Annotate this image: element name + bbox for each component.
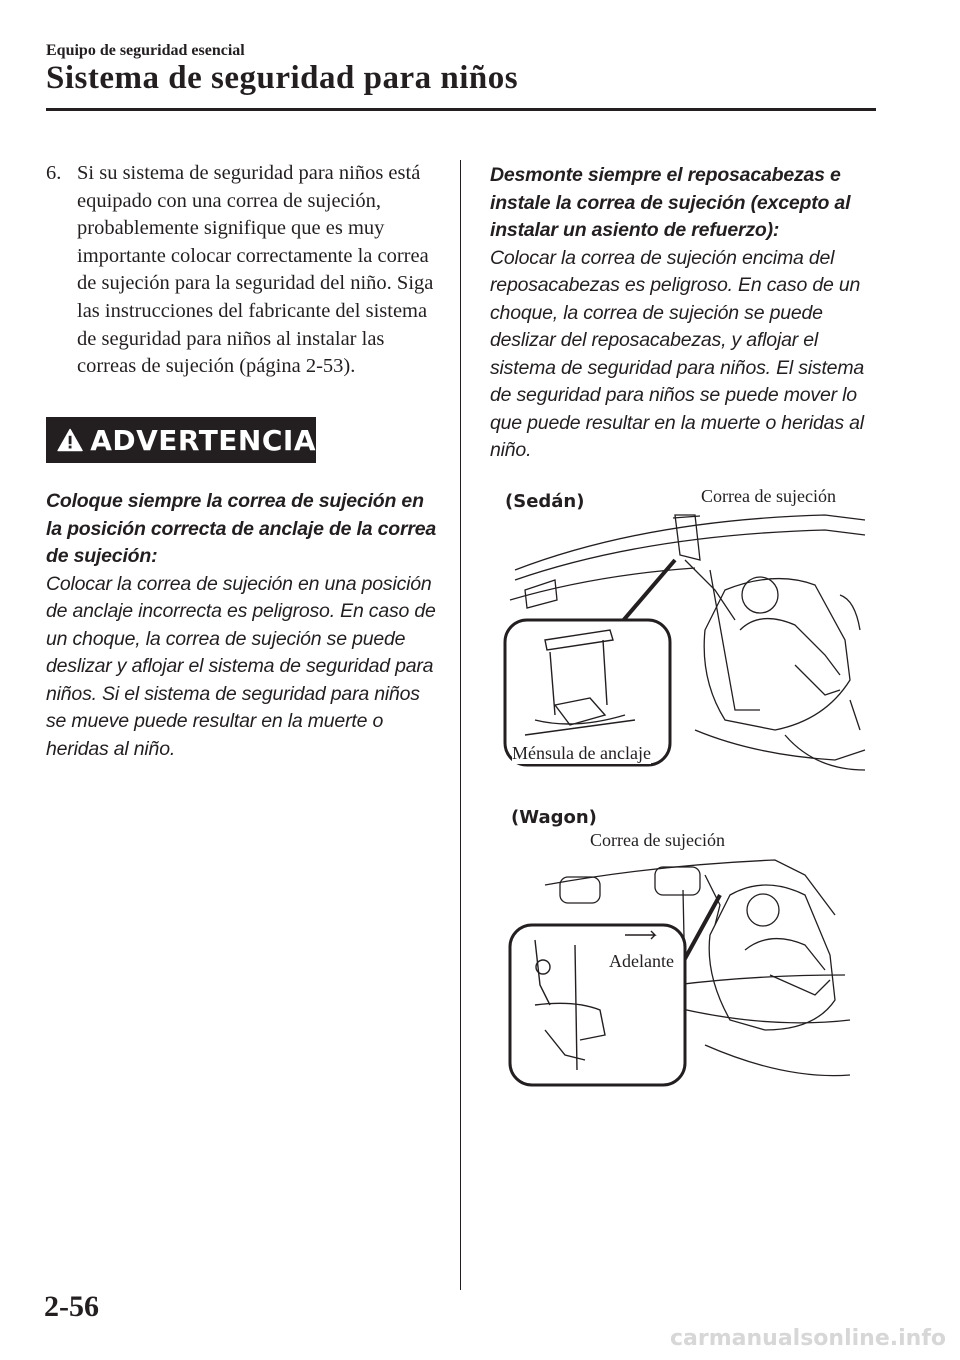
- sedan-illustration: [495, 480, 875, 775]
- warning-text: Colocar la correa de sujeción en una posición de anclaje incorrecta es peligroso. En caso de un choque, la correa de sujeción se puede deslizar y aflojar el sistema de seguridad para niños. Si el sistema de seguridad para niños se mueve puede resultar en la muerte o heridas al niño.: [46, 572, 436, 760]
- page-number: 2-56: [44, 1290, 99, 1323]
- warning-banner: [46, 417, 316, 463]
- wagon-callout-strap: Correa de sujeción: [590, 830, 725, 850]
- sedan-label: (Sedán): [505, 491, 585, 512]
- sedan-callout-strap: Correa de sujeción: [701, 486, 836, 506]
- warning-2-text: Colocar la correa de sujeción encima del reposacabezas es peligroso. En caso de un choque, la correa de sujeción se puede deslizar del reposacabezas, y aflojar el sistema de seguridad para niños. El sistema de seguridad para niños se puede mover lo que puede resultar en la muerte o heridas al niño.: [490, 246, 865, 461]
- warning-heading: Coloque siempre la correa de sujeción en la posición correcta de anclaje de la correa de sujeción:: [46, 490, 437, 567]
- watermark: carmanualsonline.info: [670, 1326, 946, 1351]
- wagon-illustration: [505, 855, 855, 1090]
- step-6: [46, 160, 436, 381]
- step-text: Si su sistema de seguridad para niños está equipado con una correa de sujeción, probablemente signifique que es muy importante colocar correctamente la correa de sujeción para la seguridad del niño. Siga las instrucciones del fabricante del sistema de seguridad para niños al instalar las correas de sujeción (página 2-53).: [77, 162, 434, 378]
- warning-triangle-icon: [56, 423, 84, 457]
- sedan-callout-bracket: Ménsula de anclaje: [512, 743, 651, 763]
- page-title: Sistema de seguridad para niños: [46, 60, 519, 96]
- warning-body: [46, 488, 438, 763]
- section-label: Equipo de seguridad esencial: [46, 42, 245, 59]
- header-rule: [46, 108, 876, 111]
- warning-2-heading: Desmonte siempre el reposacabezas e instale la correa de sujeción (excepto al instalar un asiento de refuerzo):: [490, 164, 851, 241]
- step-number: 6.: [46, 162, 62, 184]
- warning-2-body: [490, 162, 870, 465]
- warning-label: ADVERTENCIA: [90, 423, 316, 457]
- wagon-callout-forward: Adelante: [609, 951, 674, 971]
- column-divider: [460, 160, 461, 1290]
- wagon-label: (Wagon): [511, 807, 597, 828]
